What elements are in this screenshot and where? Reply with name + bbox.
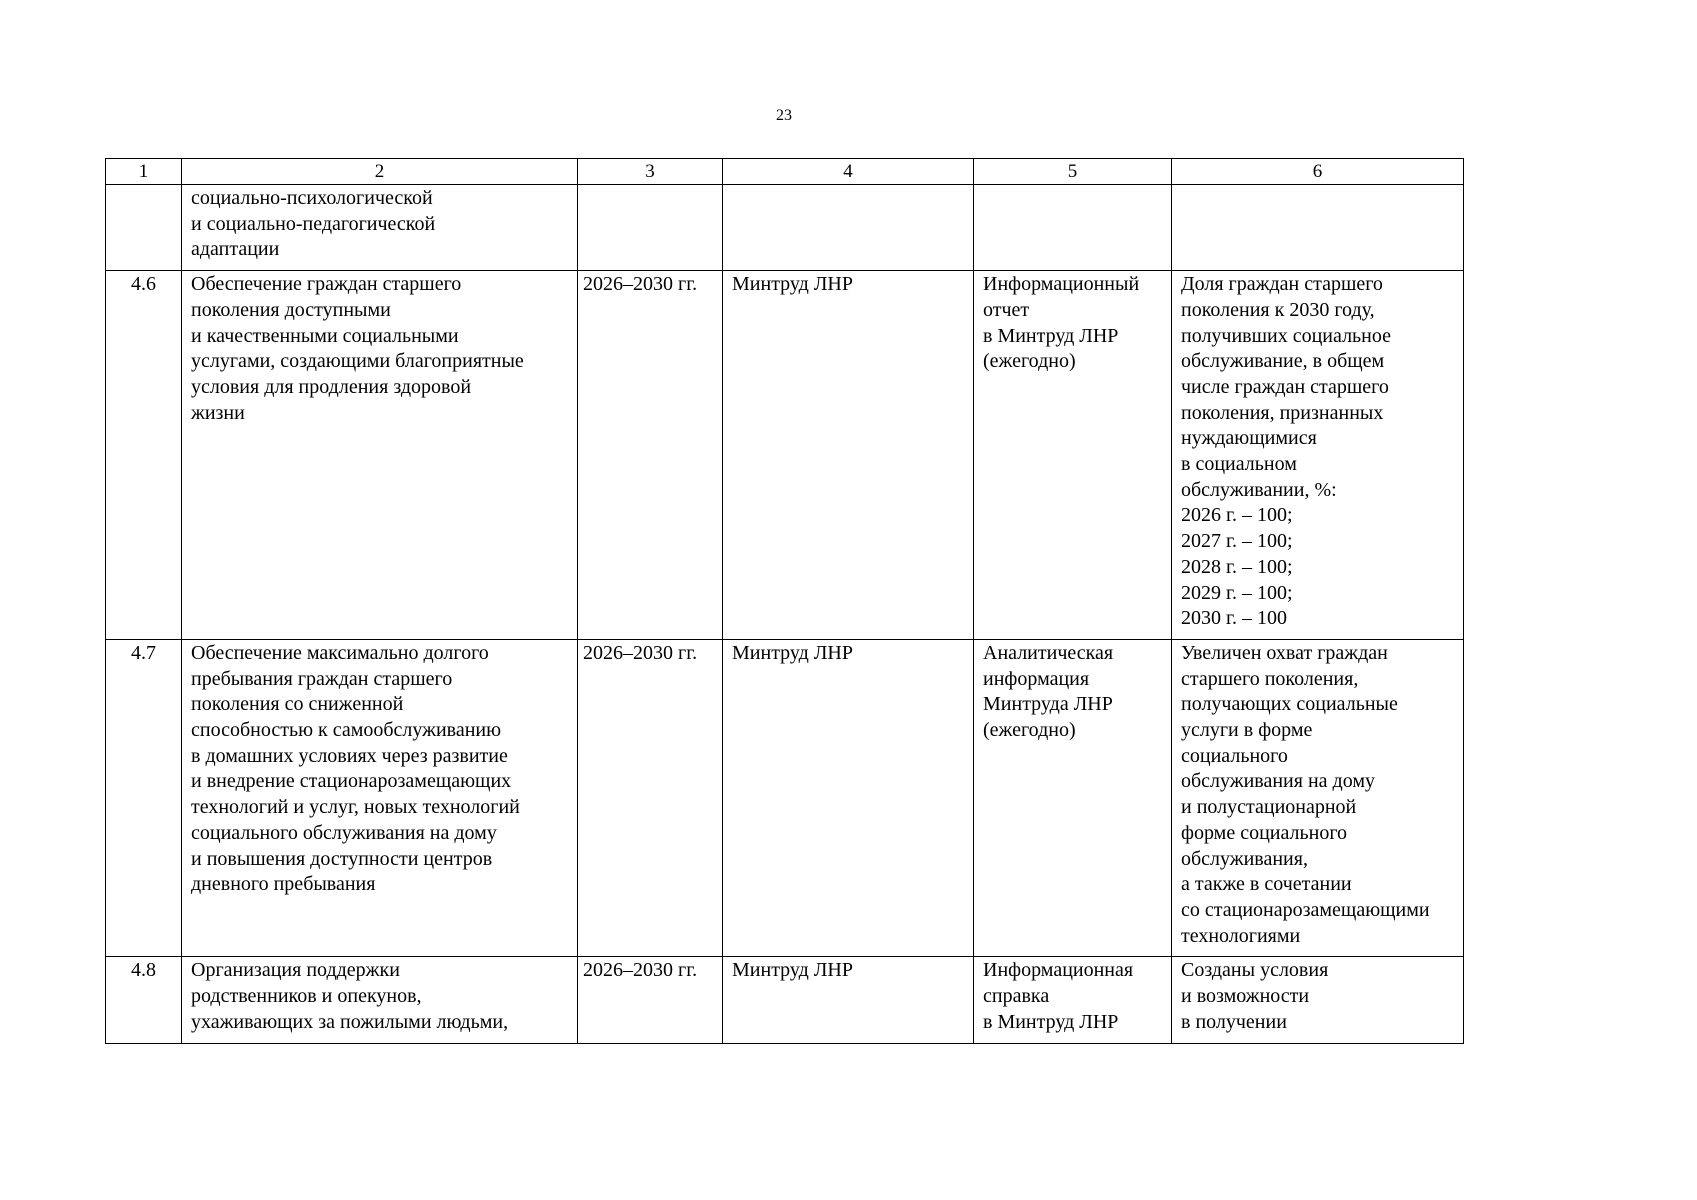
executor-cell: Минтруд ЛНР (723, 271, 974, 640)
item-number-cell (106, 185, 182, 271)
report-cell: Информационный отчет в Минтруд ЛНР (ежегодно) (974, 271, 1172, 640)
measure-cell: Обеспечение максимально долгого пребывания граждан старшего поколения со сниженной способностью к самообслуживанию в домашних условиях через развитие и внедрение стационарозамещающих технологий и услуг, новых технологий социального обслуживания на дому и повышения доступности центров дневного пребывания (182, 639, 578, 956)
table-row (106, 185, 1464, 271)
measure-cell: Обеспечение граждан старшего поколения доступными и качественными социальными услугами, создающими благоприятные условия для продления здоровой жизни (182, 271, 578, 640)
executor-cell: Минтруд ЛНР (723, 957, 974, 1043)
executor-cell (723, 185, 974, 271)
table-row (106, 957, 1464, 1043)
report-cell: Информационная справка в Минтруд ЛНР (974, 957, 1172, 1043)
item-number-cell: 4.8 (106, 957, 182, 1043)
result-cell: Увеличен охват граждан старшего поколения, получающих социальные услуги в форме социального обслуживания на дому и полустационарной форме социального обслуживания, а также в сочетании со стационарозамещающими технологиями (1172, 639, 1464, 956)
result-cell (1172, 185, 1464, 271)
period-cell: 2026–2030 гг. (578, 957, 723, 1043)
column-number-6: 6 (1172, 159, 1464, 185)
measures-table (105, 158, 1464, 1044)
measure-cell: Организация поддержки родственников и опекунов, ухаживающих за пожилыми людьми, (182, 957, 578, 1043)
table-row (106, 271, 1464, 640)
period-cell: 2026–2030 гг. (578, 639, 723, 956)
column-number-1: 1 (106, 159, 182, 185)
column-number-2: 2 (182, 159, 578, 185)
executor-cell: Минтруд ЛНР (723, 639, 974, 956)
measure-cell: социально-психологической и социально-педагогической адаптации (182, 185, 578, 271)
result-cell: Доля граждан старшего поколения к 2030 году, получивших социальное обслуживание, в общем числе граждан старшего поколения, признанных нуждающимися в социальном обслуживании, %: 2026 г. – 100; 2027 г. – 100; 2028 г. – 100; 2029 г. – 100; 2030 г. – 100 (1172, 271, 1464, 640)
column-number-4: 4 (723, 159, 974, 185)
column-number-row (106, 159, 1464, 185)
page-number: 23 (776, 107, 792, 124)
item-number-cell: 4.7 (106, 639, 182, 956)
period-cell (578, 185, 723, 271)
report-cell (974, 185, 1172, 271)
result-cell: Созданы условия и возможности в получении (1172, 957, 1464, 1043)
table-row (106, 639, 1464, 956)
period-cell: 2026–2030 гг. (578, 271, 723, 640)
column-number-3: 3 (578, 159, 723, 185)
item-number-cell: 4.6 (106, 271, 182, 640)
column-number-5: 5 (974, 159, 1172, 185)
report-cell: Аналитическая информация Минтруда ЛНР (ежегодно) (974, 639, 1172, 956)
